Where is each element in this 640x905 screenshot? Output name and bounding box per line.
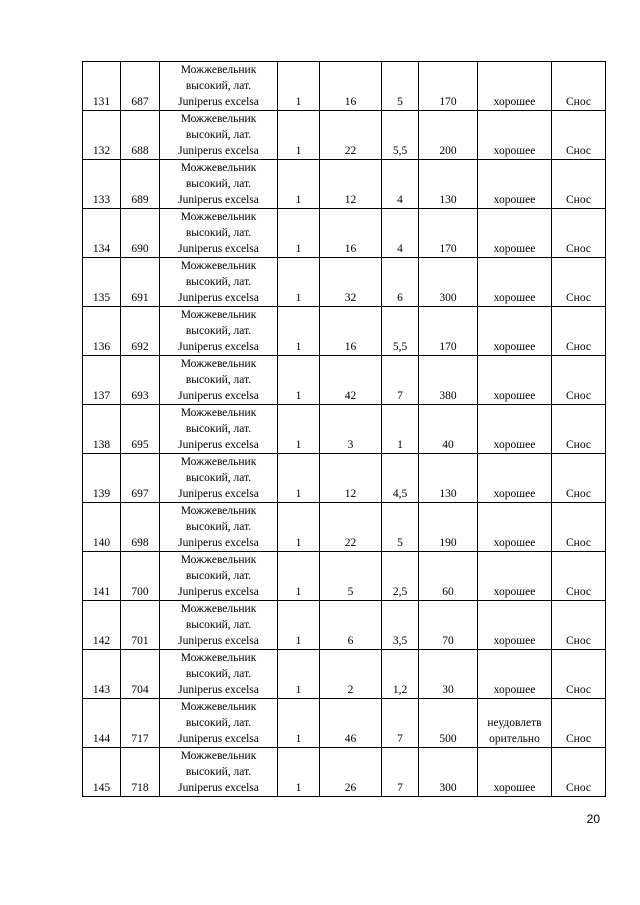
condition-line: хорошее bbox=[493, 537, 536, 549]
tree-height: 7 bbox=[382, 356, 419, 405]
quantity: 1 bbox=[278, 258, 320, 307]
table-row bbox=[83, 748, 606, 797]
species-latin-name: Juniperus excelsa bbox=[178, 390, 259, 402]
species-name-line: высокий, лат. bbox=[185, 668, 252, 680]
species-name-line: высокий, лат. bbox=[185, 129, 252, 141]
tree-id: 717 bbox=[121, 699, 160, 748]
trunk-diameter: 16 bbox=[320, 307, 382, 356]
tree-age: 60 bbox=[419, 552, 478, 601]
planned-action: Снос bbox=[552, 552, 606, 601]
species-latin-name: Juniperus excelsa bbox=[178, 145, 259, 157]
planned-action: Снос bbox=[552, 209, 606, 258]
row-number: 135 bbox=[83, 258, 121, 307]
species-name-line: высокий, лат. bbox=[185, 178, 252, 190]
tree-age: 190 bbox=[419, 503, 478, 552]
species-name-line: Можжевельник bbox=[180, 162, 257, 174]
species-latin-name: Juniperus excelsa bbox=[178, 243, 259, 255]
planned-action: Снос bbox=[552, 405, 606, 454]
planned-action: Снос bbox=[552, 307, 606, 356]
row-number: 136 bbox=[83, 307, 121, 356]
species-name-line: Можжевельник bbox=[180, 652, 257, 664]
tree-age: 380 bbox=[419, 356, 478, 405]
tree-id: 691 bbox=[121, 258, 160, 307]
row-number: 133 bbox=[83, 160, 121, 209]
tree-id: 697 bbox=[121, 454, 160, 503]
species-name bbox=[160, 405, 278, 454]
species-name-line: Можжевельник bbox=[180, 701, 257, 713]
tree-height: 5,5 bbox=[382, 307, 419, 356]
row-number: 141 bbox=[83, 552, 121, 601]
species-name bbox=[160, 111, 278, 160]
species-name bbox=[160, 209, 278, 258]
tree-condition bbox=[478, 160, 552, 209]
tree-id: 695 bbox=[121, 405, 160, 454]
planned-action: Снос bbox=[552, 650, 606, 699]
tree-id: 689 bbox=[121, 160, 160, 209]
tree-height: 5,5 bbox=[382, 111, 419, 160]
tree-condition bbox=[478, 552, 552, 601]
tree-age: 130 bbox=[419, 454, 478, 503]
quantity: 1 bbox=[278, 650, 320, 699]
species-name-line: Можжевельник bbox=[180, 750, 257, 762]
condition-line: хорошее bbox=[493, 292, 536, 304]
species-name-line: высокий, лат. bbox=[185, 227, 252, 239]
condition-line: хорошее bbox=[493, 341, 536, 353]
species-name-line: Можжевельник bbox=[180, 554, 257, 566]
trunk-diameter: 26 bbox=[320, 748, 382, 797]
row-number: 131 bbox=[83, 62, 121, 111]
condition-line: неудовлетв bbox=[487, 717, 542, 729]
planned-action: Снос bbox=[552, 454, 606, 503]
tree-id: 704 bbox=[121, 650, 160, 699]
table-row bbox=[83, 111, 606, 160]
table-row bbox=[83, 356, 606, 405]
row-number: 134 bbox=[83, 209, 121, 258]
planned-action: Снос bbox=[552, 748, 606, 797]
tree-age: 300 bbox=[419, 258, 478, 307]
condition-line: орительно bbox=[489, 733, 540, 745]
trunk-diameter: 3 bbox=[320, 405, 382, 454]
species-latin-name: Juniperus excelsa bbox=[178, 488, 259, 500]
tree-condition bbox=[478, 601, 552, 650]
condition-line: хорошее bbox=[493, 243, 536, 255]
tree-condition bbox=[478, 209, 552, 258]
species-latin-name: Juniperus excelsa bbox=[178, 684, 259, 696]
trunk-diameter: 5 bbox=[320, 552, 382, 601]
condition-line: хорошее bbox=[493, 782, 536, 794]
species-latin-name: Juniperus excelsa bbox=[178, 292, 259, 304]
table-row bbox=[83, 601, 606, 650]
condition-line: хорошее bbox=[493, 145, 536, 157]
species-name-line: Можжевельник bbox=[180, 113, 257, 125]
tree-height: 4 bbox=[382, 160, 419, 209]
quantity: 1 bbox=[278, 699, 320, 748]
species-latin-name: Juniperus excelsa bbox=[178, 635, 259, 647]
species-name-line: высокий, лат. bbox=[185, 374, 252, 386]
condition-line: хорошее bbox=[493, 684, 536, 696]
species-name-line: высокий, лат. bbox=[185, 521, 252, 533]
species-name bbox=[160, 699, 278, 748]
tree-id: 693 bbox=[121, 356, 160, 405]
table-row bbox=[83, 405, 606, 454]
species-name-line: Можжевельник bbox=[180, 260, 257, 272]
species-name bbox=[160, 62, 278, 111]
condition-line: хорошее bbox=[493, 96, 536, 108]
species-name bbox=[160, 258, 278, 307]
species-name-line: Можжевельник bbox=[180, 407, 257, 419]
species-name bbox=[160, 454, 278, 503]
quantity: 1 bbox=[278, 160, 320, 209]
planned-action: Снос bbox=[552, 503, 606, 552]
tree-condition bbox=[478, 111, 552, 160]
species-name-line: Можжевельник bbox=[180, 64, 257, 76]
condition-line: хорошее bbox=[493, 194, 536, 206]
trunk-diameter: 22 bbox=[320, 111, 382, 160]
tree-age: 300 bbox=[419, 748, 478, 797]
quantity: 1 bbox=[278, 503, 320, 552]
planned-action: Снос bbox=[552, 160, 606, 209]
quantity: 1 bbox=[278, 748, 320, 797]
species-name bbox=[160, 601, 278, 650]
quantity: 1 bbox=[278, 552, 320, 601]
species-name bbox=[160, 748, 278, 797]
species-name bbox=[160, 552, 278, 601]
species-name-line: Можжевельник bbox=[180, 505, 257, 517]
species-name-line: высокий, лат. bbox=[185, 276, 252, 288]
planned-action: Снос bbox=[552, 62, 606, 111]
tree-height: 4,5 bbox=[382, 454, 419, 503]
row-number: 145 bbox=[83, 748, 121, 797]
table-row bbox=[83, 552, 606, 601]
species-name bbox=[160, 356, 278, 405]
table-row bbox=[83, 650, 606, 699]
table-row bbox=[83, 307, 606, 356]
page-number: 20 bbox=[586, 812, 600, 826]
tree-condition bbox=[478, 307, 552, 356]
species-latin-name: Juniperus excelsa bbox=[178, 586, 259, 598]
row-number: 138 bbox=[83, 405, 121, 454]
species-name-line: Можжевельник bbox=[180, 211, 257, 223]
table-row bbox=[83, 160, 606, 209]
quantity: 1 bbox=[278, 601, 320, 650]
species-latin-name: Juniperus excelsa bbox=[178, 439, 259, 451]
trunk-diameter: 46 bbox=[320, 699, 382, 748]
species-name-line: высокий, лат. bbox=[185, 766, 252, 778]
tree-id: 690 bbox=[121, 209, 160, 258]
species-latin-name: Juniperus excelsa bbox=[178, 782, 259, 794]
tree-age: 70 bbox=[419, 601, 478, 650]
tree-height: 7 bbox=[382, 699, 419, 748]
tree-id: 700 bbox=[121, 552, 160, 601]
species-name bbox=[160, 307, 278, 356]
species-name-line: высокий, лат. bbox=[185, 423, 252, 435]
tree-height: 6 bbox=[382, 258, 419, 307]
species-latin-name: Juniperus excelsa bbox=[178, 341, 259, 353]
trunk-diameter: 12 bbox=[320, 454, 382, 503]
species-name-line: высокий, лат. bbox=[185, 619, 252, 631]
tree-id: 718 bbox=[121, 748, 160, 797]
row-number: 139 bbox=[83, 454, 121, 503]
tree-height: 2,5 bbox=[382, 552, 419, 601]
condition-line: хорошее bbox=[493, 586, 536, 598]
tree-height: 4 bbox=[382, 209, 419, 258]
table-row bbox=[83, 258, 606, 307]
species-name-line: высокий, лат. bbox=[185, 325, 252, 337]
quantity: 1 bbox=[278, 111, 320, 160]
tree-condition bbox=[478, 503, 552, 552]
row-number: 132 bbox=[83, 111, 121, 160]
tree-id: 701 bbox=[121, 601, 160, 650]
table-row bbox=[83, 209, 606, 258]
species-latin-name: Juniperus excelsa bbox=[178, 194, 259, 206]
tree-condition bbox=[478, 454, 552, 503]
species-name bbox=[160, 503, 278, 552]
planned-action: Снос bbox=[552, 258, 606, 307]
table-row bbox=[83, 62, 606, 111]
tree-condition bbox=[478, 699, 552, 748]
tree-id: 692 bbox=[121, 307, 160, 356]
planned-action: Снос bbox=[552, 111, 606, 160]
table-row bbox=[83, 454, 606, 503]
trunk-diameter: 42 bbox=[320, 356, 382, 405]
table-row bbox=[83, 503, 606, 552]
row-number: 143 bbox=[83, 650, 121, 699]
quantity: 1 bbox=[278, 356, 320, 405]
tree-height: 7 bbox=[382, 748, 419, 797]
tree-age: 170 bbox=[419, 62, 478, 111]
planned-action: Снос bbox=[552, 601, 606, 650]
row-number: 140 bbox=[83, 503, 121, 552]
tree-age: 170 bbox=[419, 209, 478, 258]
row-number: 137 bbox=[83, 356, 121, 405]
trunk-diameter: 2 bbox=[320, 650, 382, 699]
planned-action: Снос bbox=[552, 356, 606, 405]
species-name bbox=[160, 650, 278, 699]
quantity: 1 bbox=[278, 209, 320, 258]
trunk-diameter: 16 bbox=[320, 209, 382, 258]
quantity: 1 bbox=[278, 62, 320, 111]
tree-condition bbox=[478, 650, 552, 699]
condition-line: хорошее bbox=[493, 439, 536, 451]
species-name-line: Можжевельник bbox=[180, 456, 257, 468]
species-latin-name: Juniperus excelsa bbox=[178, 537, 259, 549]
tree-condition bbox=[478, 62, 552, 111]
trunk-diameter: 32 bbox=[320, 258, 382, 307]
species-name-line: Можжевельник bbox=[180, 358, 257, 370]
condition-line: хорошее bbox=[493, 488, 536, 500]
species-name-line: высокий, лат. bbox=[185, 472, 252, 484]
tree-height: 1 bbox=[382, 405, 419, 454]
tree-age: 200 bbox=[419, 111, 478, 160]
species-name-line: Можжевельник bbox=[180, 309, 257, 321]
tree-condition bbox=[478, 258, 552, 307]
condition-line: хорошее bbox=[493, 390, 536, 402]
tree-height: 5 bbox=[382, 62, 419, 111]
trunk-diameter: 22 bbox=[320, 503, 382, 552]
tree-condition bbox=[478, 405, 552, 454]
tree-age: 500 bbox=[419, 699, 478, 748]
tree-age: 130 bbox=[419, 160, 478, 209]
planned-action: Снос bbox=[552, 699, 606, 748]
tree-age: 170 bbox=[419, 307, 478, 356]
tree-age: 30 bbox=[419, 650, 478, 699]
quantity: 1 bbox=[278, 405, 320, 454]
tree-id: 688 bbox=[121, 111, 160, 160]
table-row bbox=[83, 699, 606, 748]
condition-line: хорошее bbox=[493, 635, 536, 647]
tree-age: 40 bbox=[419, 405, 478, 454]
species-name-line: высокий, лат. bbox=[185, 80, 252, 92]
tree-condition bbox=[478, 356, 552, 405]
tree-id: 687 bbox=[121, 62, 160, 111]
trunk-diameter: 6 bbox=[320, 601, 382, 650]
tree-inventory-table bbox=[82, 61, 606, 797]
quantity: 1 bbox=[278, 454, 320, 503]
species-name-line: высокий, лат. bbox=[185, 570, 252, 582]
row-number: 144 bbox=[83, 699, 121, 748]
trunk-diameter: 12 bbox=[320, 160, 382, 209]
tree-height: 3,5 bbox=[382, 601, 419, 650]
trunk-diameter: 16 bbox=[320, 62, 382, 111]
tree-height: 1,2 bbox=[382, 650, 419, 699]
species-latin-name: Juniperus excelsa bbox=[178, 96, 259, 108]
species-latin-name: Juniperus excelsa bbox=[178, 733, 259, 745]
species-name bbox=[160, 160, 278, 209]
table-body bbox=[83, 62, 606, 797]
tree-id: 698 bbox=[121, 503, 160, 552]
tree-condition bbox=[478, 748, 552, 797]
tree-height: 5 bbox=[382, 503, 419, 552]
quantity: 1 bbox=[278, 307, 320, 356]
row-number: 142 bbox=[83, 601, 121, 650]
species-name-line: высокий, лат. bbox=[185, 717, 252, 729]
species-name-line: Можжевельник bbox=[180, 603, 257, 615]
